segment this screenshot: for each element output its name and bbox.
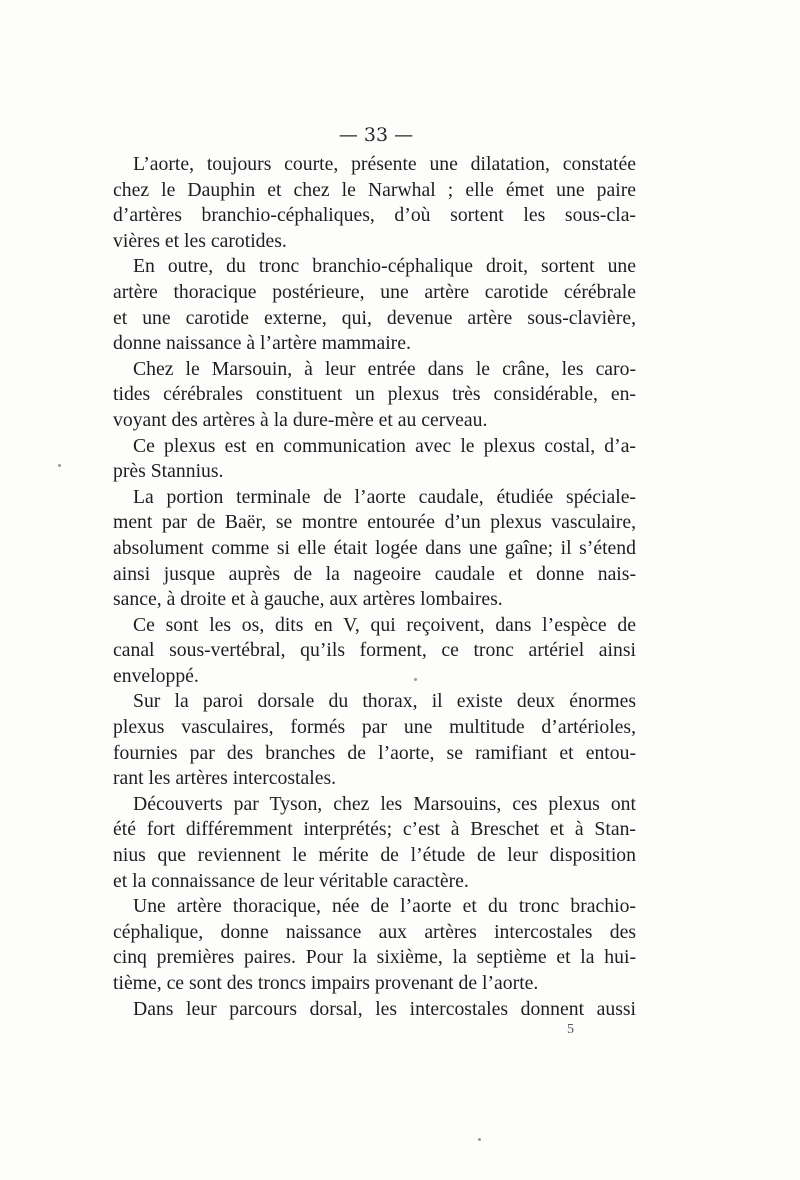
paper-speck <box>478 1138 481 1141</box>
text-line: été fort différemment interprétés; c’est à Breschet et à Stan- <box>113 818 636 841</box>
body-text <box>113 152 636 1022</box>
text-line: Ce sont les os, dits en V, qui reçoivent, dans l’espèce de <box>133 613 636 636</box>
text-line: Découverts par Tyson, chez les Marsouins, ces plexus ont <box>133 792 636 815</box>
text-line: canal sous-vertébral, qu’ils forment, ce tronc artériel ainsi <box>113 639 636 662</box>
text-line: ainsi jusque auprès de la nageoire caudale et donne nais- <box>113 562 636 585</box>
text-line: et la connaissance de leur véritable caractère. <box>113 869 469 892</box>
text-line: rant les artères intercostales. <box>113 767 337 790</box>
text-line: sance, à droite et à gauche, aux artères lombaires. <box>113 588 503 611</box>
text-line: céphalique, donne naissance aux artères intercostales des <box>113 920 636 943</box>
signature-mark: 5 <box>567 1022 574 1037</box>
text-line: La portion terminale de l’aorte caudale, étudiée spéciale- <box>133 485 636 508</box>
text-line: Une artère thoracique, née de l’aorte et du tronc brachio- <box>133 895 636 918</box>
text-line: et une carotide externe, qui, devenue artère sous-clavière, <box>113 306 636 329</box>
text-line: nius que reviennent le mérite de l’étude de leur disposition <box>113 844 636 867</box>
text-line: L’aorte, toujours courte, présente une dilatation, constatée <box>133 153 636 175</box>
text-line: d’artères branchio-céphaliques, d’où sortent les sous-cla- <box>113 204 636 227</box>
text-line: ment par de Baër, se montre entourée d’un plexus vasculaire, <box>113 511 636 534</box>
text-line: enveloppé. <box>113 664 199 687</box>
text-line: chez le Dauphin et chez le Narwhal ; elle émet une paire <box>113 178 636 201</box>
text-line: artère thoracique postérieure, une artère carotide cérébrale <box>113 280 636 303</box>
text-line: voyant des artères à la dure-mère et au cerveau. <box>113 408 488 431</box>
text-line: Chez le Marsouin, à leur entrée dans le crâne, les caro- <box>133 357 636 380</box>
text-line: fournies par des branches de l’aorte, se ramifiant et entou- <box>113 741 636 764</box>
page-number: — 33 — <box>338 124 414 146</box>
text-line: vières et les carotides. <box>113 229 287 252</box>
text-line: cinq premières paires. Pour la sixième, la septième et la hui- <box>113 946 636 969</box>
text-line: Dans leur parcours dorsal, les intercostales donnent aussi <box>133 997 636 1020</box>
paper-speck <box>414 678 417 681</box>
text-line: plexus vasculaires, formés par une multitude d’artérioles, <box>113 716 636 739</box>
text-line: donne naissance à l’artère mammaire. <box>113 332 411 355</box>
paper-speck <box>58 464 61 467</box>
text-line: Ce plexus est en communication avec le plexus costal, d’a- <box>133 434 636 457</box>
text-line: En outre, du tronc branchio-céphalique droit, sortent une <box>133 255 636 278</box>
text-line: près Stannius. <box>113 460 224 483</box>
text-line: absolument comme si elle était logée dans une gaîne; il s’étend <box>113 536 636 559</box>
text-line: tides cérébrales constituent un plexus très considérable, en- <box>113 383 636 406</box>
text-line: tième, ce sont des troncs impairs provenant de l’aorte. <box>113 972 539 994</box>
text-line: Sur la paroi dorsale du thorax, il existe deux énormes <box>133 690 636 713</box>
